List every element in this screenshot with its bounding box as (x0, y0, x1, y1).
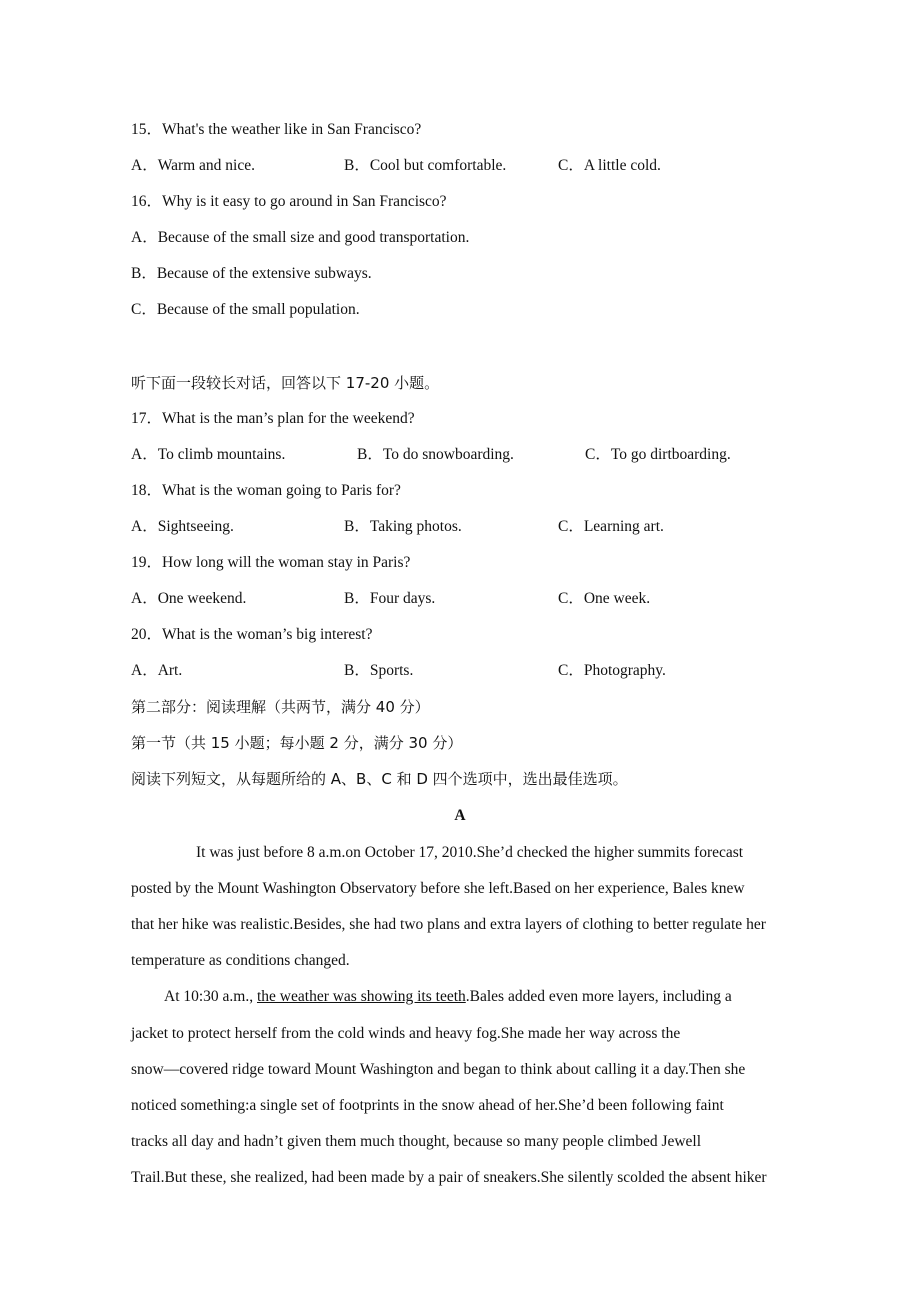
question-18-stem: 18．What is the woman going to Paris for? (131, 482, 401, 499)
passage-p1-line-1: It was just before 8 a.m.on October 17, 2010.She’d checked the higher summits forecast (196, 844, 744, 861)
question-19-option-c: C．One week. (558, 590, 651, 607)
passage-p2-line-4: noticed something:a single set of footprints in the snow ahead of her.She’d been following faint (131, 1097, 724, 1114)
question-16-stem: 16．Why is it easy to go around in San Francisco? (131, 193, 447, 210)
question-19-option-b: B．Four days. (344, 590, 436, 607)
question-19-stem: 19．How long will the woman stay in Paris? (131, 554, 411, 571)
question-17-stem: 17．What is the man’s plan for the weekend? (131, 410, 415, 427)
passage-p2-line-2: jacket to protect herself from the cold winds and heavy fog.She made her way across the (131, 1025, 681, 1042)
passage-p1-line-2: posted by the Mount Washington Observatory before she left.Based on her experience, Bales knew (131, 880, 745, 897)
listening-instruction: 听下面一段较长对话，回答以下 17-20 小题。 (131, 374, 440, 392)
passage-p2-line-1 (164, 987, 824, 1007)
question-20-option-c: C．Photography. (558, 662, 666, 679)
reading-instruction: 阅读下列短文，从每题所给的 A、B、C 和 D 四个选项中，选出最佳选项。 (131, 770, 628, 788)
question-17-option-c: C．To go dirtboarding. (585, 446, 731, 463)
passage-p2-prefix: At 10:30 a.m., (164, 988, 257, 1005)
question-18-option-a: A．Sightseeing. (131, 518, 234, 535)
question-20-option-b: B．Sports. (344, 662, 414, 679)
passage-p2-suffix: .Bales added even more layers, including a (465, 988, 732, 1005)
passage-p2-line-6: Trail.But these, she realized, had been made by a pair of sneakers.She silently scolded the absent hiker (131, 1169, 767, 1186)
passage-p2-line-5: tracks all day and hadn’t given them much thought, because so many people climbed Jewell (131, 1133, 702, 1150)
section-1-title: 第一节（共 15 小题；每小题 2 分，满分 30 分） (131, 734, 463, 752)
passage-p1-line-3: that her hike was realistic.Besides, she had two plans and extra layers of clothing to better regulate her (131, 916, 766, 933)
question-18-option-c: C．Learning art. (558, 518, 664, 535)
question-16-option-b: B．Because of the extensive subways. (131, 265, 372, 282)
passage-p1-line-4: temperature as conditions changed. (131, 952, 350, 969)
question-19-option-a: A．One weekend. (131, 590, 247, 607)
question-17-option-b: B．To do snowboarding. (357, 446, 514, 463)
question-16-option-a: A．Because of the small size and good transportation. (131, 229, 470, 246)
question-20-stem: 20．What is the woman’s big interest? (131, 626, 373, 643)
question-15-option-c: C．A little cold. (558, 157, 661, 174)
question-15-stem: 15．What's the weather like in San Francisco? (131, 121, 422, 138)
question-17-option-a: A．To climb mountains. (131, 446, 286, 463)
question-18-option-b: B．Taking photos. (344, 518, 462, 535)
question-15-option-b: B．Cool but comfortable. (344, 157, 507, 174)
question-16-option-c: C．Because of the small population. (131, 301, 360, 318)
underlined-phrase: the weather was showing its teeth (257, 988, 466, 1005)
passage-heading: A (454, 807, 466, 824)
question-15-option-a: A．Warm and nice. (131, 157, 256, 174)
question-20-option-a: A．Art. (131, 662, 183, 679)
passage-p2-line-3: snow—covered ridge toward Mount Washington and began to think about calling it a day.Then she (131, 1061, 746, 1078)
part-2-title: 第二部分：阅读理解（共两节，满分 40 分） (131, 698, 430, 716)
